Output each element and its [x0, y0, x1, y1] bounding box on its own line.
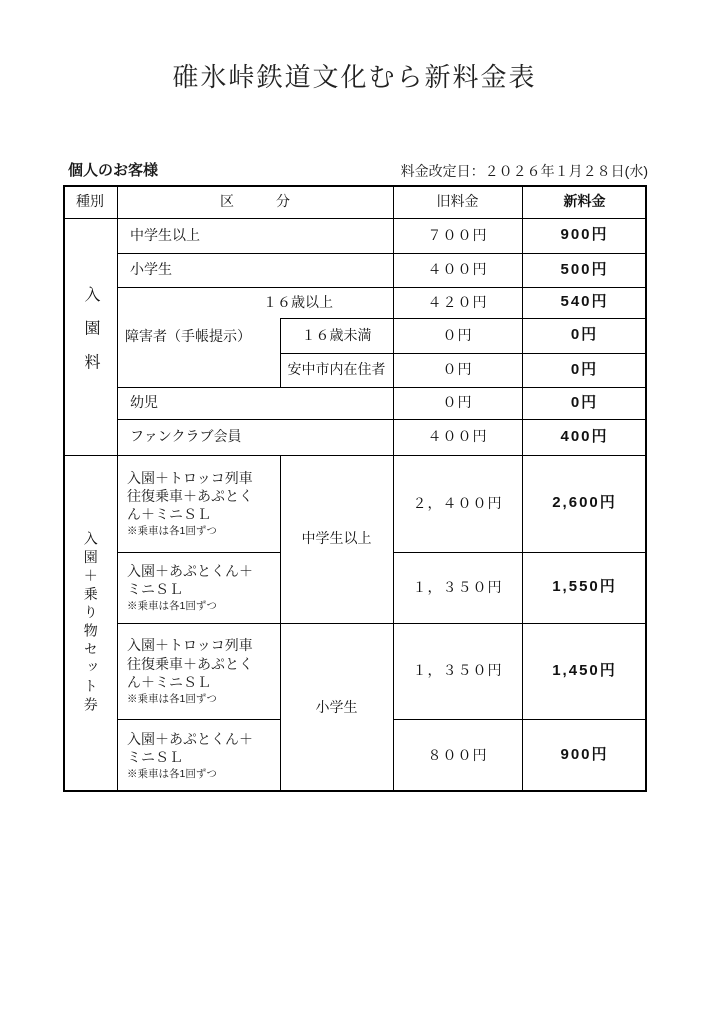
old-price: ８００円 [427, 746, 488, 763]
new-price: 0円 [570, 393, 599, 411]
set-desc-note: ※乗車は各1回ずつ [127, 600, 217, 613]
row-label-fan-club: ファンクラブ会員 [130, 428, 242, 445]
set-desc-text: 入園＋トロッコ列車往復乗車＋あぷとくん＋ミニＳＬ [127, 637, 253, 690]
new-price: 540円 [560, 293, 609, 311]
row-label-junior-high: 中学生以上 [130, 226, 200, 243]
old-price: ０円 [442, 361, 473, 378]
audience-label: 個人のお客様 [68, 162, 159, 179]
type-label-admission: 入園料 [82, 286, 99, 387]
new-price: 2,600円 [552, 494, 617, 512]
old-price: ７００円 [427, 226, 488, 243]
header-old-price: 旧料金 [436, 192, 479, 209]
new-price: 1,550円 [552, 578, 617, 596]
old-price: ４２０円 [427, 293, 488, 310]
set-age-group-elementary: 小学生 [315, 698, 358, 715]
row-label-annaka-resident: 安中市内在住者 [287, 361, 386, 378]
header-category: 区 分 [220, 192, 290, 209]
set-desc-note: ※乗車は各1回ずつ [127, 692, 217, 705]
old-price: ０円 [442, 326, 473, 343]
row-label-16-and-over: １６歳以上 [263, 293, 333, 310]
old-price: ４００円 [427, 261, 488, 278]
set-desc-text: 入園＋あぷとくん＋ミニＳＬ [127, 563, 253, 598]
page-title: 碓氷峠鉄道文化むら新料金表 [172, 63, 537, 92]
set-desc-text: 入園＋トロッコ列車往復乗車＋あぷとくん＋ミニＳＬ [127, 469, 253, 523]
old-price: ４００円 [427, 428, 488, 445]
new-price: 900円 [560, 226, 609, 244]
header-type: 種別 [76, 192, 104, 209]
header-new-price: 新料金 [563, 192, 606, 209]
old-price: ０円 [442, 394, 473, 411]
revision-date-label: 料金改定日：２０２６年１月２８日(水) [400, 163, 648, 179]
old-price: １，３５０円 [412, 578, 503, 595]
set-desc-note: ※乗車は各1回ずつ [127, 768, 217, 781]
new-price: 500円 [560, 260, 609, 278]
old-price: ２，４００円 [412, 494, 503, 511]
new-price: 0円 [570, 326, 599, 344]
new-price: 900円 [560, 746, 609, 764]
set-age-group-junior-high: 中学生以上 [301, 530, 372, 547]
old-price: １，３５０円 [412, 662, 503, 679]
set-desc-text: 入園＋あぷとくん＋ミニＳＬ [127, 731, 253, 766]
price-table [63, 185, 647, 792]
set-desc-trolley-full [117, 455, 280, 552]
set-desc-apt-mini [117, 719, 280, 792]
set-desc-apt-mini [117, 552, 280, 623]
new-price: 0円 [570, 360, 599, 378]
row-label-elementary: 小学生 [130, 261, 172, 278]
row-label-infant: 幼児 [130, 394, 158, 411]
set-desc-trolley-full [117, 623, 280, 719]
new-price: 400円 [560, 427, 609, 445]
row-group-disability: 障害者（手帳提示） [125, 328, 251, 345]
set-desc-note: ※乗車は各1回ずつ [127, 525, 217, 538]
new-price: 1,450円 [552, 661, 617, 679]
type-label-set-ticket: 入園＋乗り物セット券 [82, 531, 99, 716]
row-label-under-16: １６歳未満 [301, 326, 372, 343]
